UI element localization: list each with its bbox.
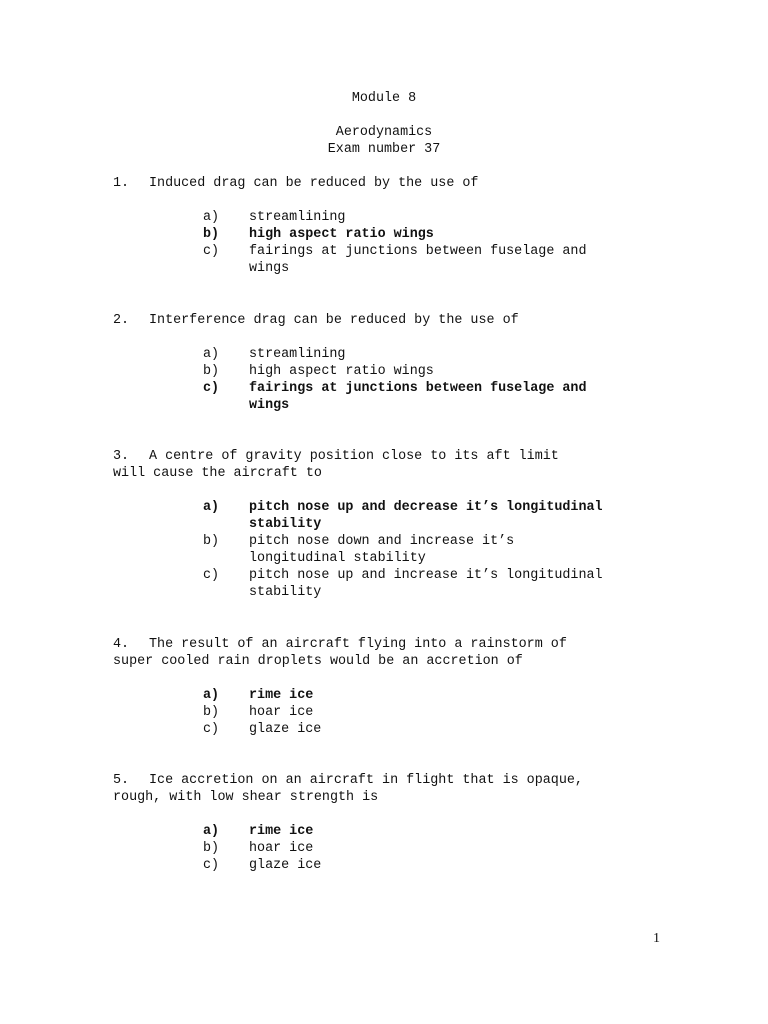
q1-option-a-label: a)	[203, 210, 220, 225]
q3-option-c-text: pitch nose up and increase it’s longitudinal	[249, 568, 603, 583]
question-1-number: 1.	[113, 176, 130, 191]
q3-option-b-text: pitch nose down and increase it’s	[249, 534, 515, 549]
q1-option-a-text: streamlining	[249, 210, 346, 225]
q4-option-b-text: hoar ice	[249, 705, 314, 720]
question-5-stem-cont: rough, with low shear strength is	[113, 790, 379, 805]
q5-option-c-label: c)	[203, 858, 220, 873]
exam-number: Exam number 37	[327, 142, 441, 157]
q1-option-c-text: fairings at junctions between fuselage and	[249, 244, 587, 259]
q3-option-c-text-cont: stability	[249, 585, 322, 600]
question-5-number: 5.	[113, 773, 130, 788]
q3-option-a-label: a)	[203, 500, 220, 515]
q2-option-b-text: high aspect ratio wings	[249, 364, 434, 379]
q1-option-b-text: high aspect ratio wings	[249, 227, 434, 242]
q4-option-a-label: a)	[203, 688, 220, 703]
question-3-stem: A centre of gravity position close to its aft limit	[149, 449, 559, 464]
q5-option-b-label: b)	[203, 841, 220, 856]
question-4-stem-cont: super cooled rain droplets would be an accretion of	[113, 654, 523, 669]
q2-option-a-label: a)	[203, 347, 220, 362]
page-number: 1	[653, 931, 660, 946]
question-2-number: 2.	[113, 313, 130, 328]
question-4-stem: The result of an aircraft flying into a rainstorm of	[149, 637, 567, 652]
q5-option-a-text: rime ice	[249, 824, 314, 839]
question-1-stem: Induced drag can be reduced by the use of	[149, 176, 479, 191]
q3-option-b-text-cont: longitudinal stability	[249, 551, 426, 566]
q5-option-a-label: a)	[203, 824, 220, 839]
q4-option-b-label: b)	[203, 705, 220, 720]
question-4-number: 4.	[113, 637, 130, 652]
q2-option-a-text: streamlining	[249, 347, 346, 362]
q5-option-c-text: glaze ice	[249, 858, 322, 873]
q2-option-c-text-cont: wings	[249, 398, 290, 413]
q1-option-c-label: c)	[203, 244, 220, 259]
q3-option-a-text: pitch nose up and decrease it’s longitudinal	[249, 500, 603, 515]
q2-option-b-label: b)	[203, 364, 220, 379]
question-5-stem: Ice accretion on an aircraft in flight that is opaque,	[149, 773, 583, 788]
q5-option-b-text: hoar ice	[249, 841, 314, 856]
q3-option-c-label: c)	[203, 568, 220, 583]
q1-option-c-text-cont: wings	[249, 261, 290, 276]
q2-option-c-label: c)	[203, 381, 220, 396]
q4-option-c-label: c)	[203, 722, 220, 737]
q2-option-c-text: fairings at junctions between fuselage and	[249, 381, 587, 396]
q3-option-b-label: b)	[203, 534, 220, 549]
q4-option-c-text: glaze ice	[249, 722, 322, 737]
module-title: Module 8	[351, 91, 417, 106]
q3-option-a-text-cont: stability	[249, 517, 322, 532]
question-2-stem: Interference drag can be reduced by the use of	[149, 313, 519, 328]
subject-title: Aerodynamics	[335, 125, 433, 140]
q4-option-a-text: rime ice	[249, 688, 314, 703]
question-3-number: 3.	[113, 449, 130, 464]
question-3-stem-cont: will cause the aircraft to	[113, 466, 322, 481]
q1-option-b-label: b)	[203, 227, 220, 242]
